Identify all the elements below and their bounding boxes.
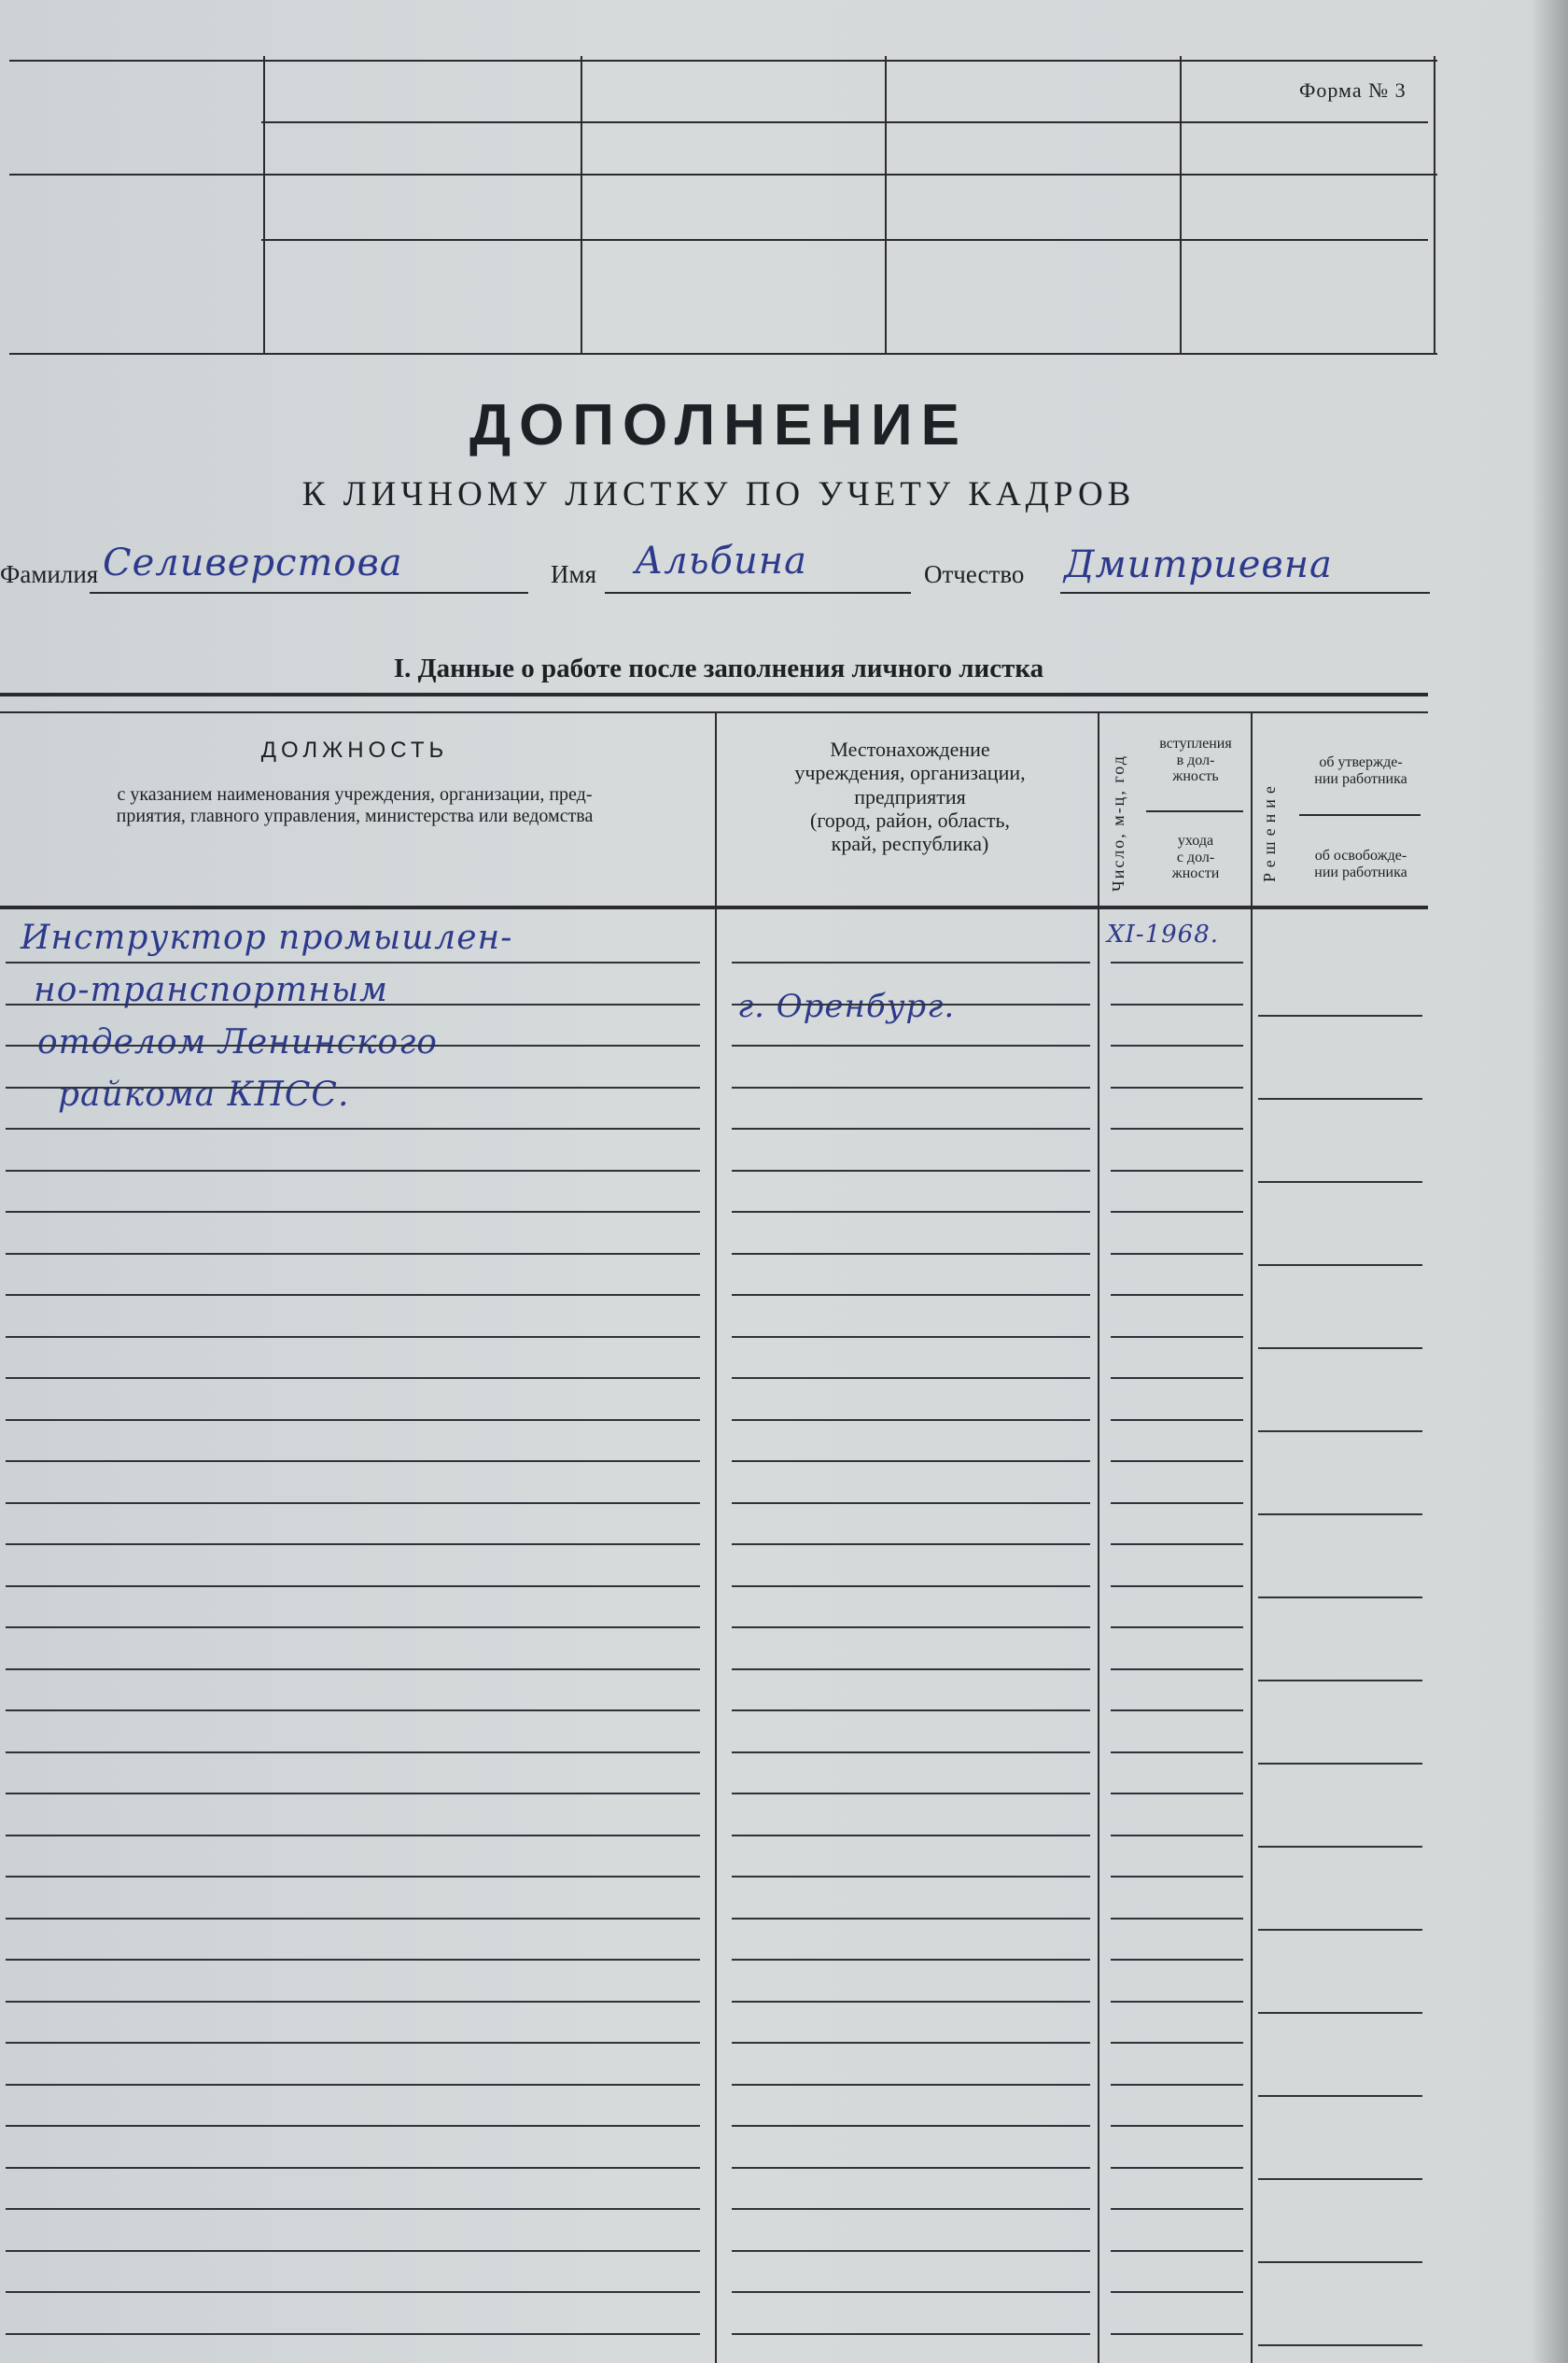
header-approve-line-2: нии работника [1314, 770, 1407, 787]
ruled-line [1111, 2125, 1243, 2127]
ruled-line [732, 1959, 1090, 1961]
top-grid-box [9, 56, 1437, 355]
ruled-line [732, 962, 1090, 963]
header-decision-divider [1299, 814, 1421, 816]
ruled-line [6, 1751, 700, 1753]
ruled-line [1111, 2001, 1243, 2003]
header-entry-line-3: жность [1172, 768, 1219, 785]
ruled-line [732, 1211, 1090, 1213]
ruled-line [1111, 1959, 1243, 1961]
ruled-line [732, 2333, 1090, 2335]
ruled-line [732, 1626, 1090, 1628]
ruled-line [732, 1377, 1090, 1379]
ruled-line [6, 1004, 700, 1006]
ruled-line [6, 1460, 700, 1462]
header-leave-line-2: с дол- [1176, 849, 1215, 865]
header-position-sub-line-1: с указанием наименования учреждения, организации, пред- [117, 784, 593, 805]
header-entry-line-1: вступления [1159, 736, 1232, 752]
ruled-line [1111, 2333, 1243, 2335]
ruled-line [732, 1668, 1090, 1670]
ruled-line-decision [1258, 2178, 1422, 2180]
header-release-line-1: об освобожде- [1314, 848, 1407, 864]
ruled-line-decision [1258, 1763, 1422, 1765]
form-number: Форма № 3 [1299, 78, 1407, 102]
ruled-line [6, 1918, 700, 1920]
ruled-line [6, 2042, 700, 2044]
ruled-line [732, 2125, 1090, 2127]
ruled-line [732, 1045, 1090, 1047]
patronymic-underline [1060, 592, 1430, 594]
ruled-line-decision [1258, 2095, 1422, 2097]
ruled-line [1111, 1211, 1243, 1213]
ruled-line [732, 1918, 1090, 1920]
header-leave-line-3: жности [1171, 865, 1220, 882]
patronymic-label: Отчество [924, 560, 1025, 588]
ruled-line [6, 1294, 700, 1296]
ruled-line-decision [1258, 2261, 1422, 2263]
ruled-line-decision [1258, 1098, 1422, 1100]
ruled-line-decision [1258, 1181, 1422, 1183]
ruled-line [1111, 1045, 1243, 1047]
header-entry [1144, 736, 1247, 785]
ruled-line [1111, 1668, 1243, 1670]
ruled-line [6, 1336, 700, 1338]
header-leave-line-1: ухода [1177, 833, 1214, 849]
ruled-line [6, 1709, 700, 1711]
ruled-line [6, 2208, 700, 2210]
ruled-line [1111, 1502, 1243, 1504]
entry-position-line-3: отделом Ленинского [37, 1023, 438, 1062]
ruled-line [732, 1087, 1090, 1089]
ruled-line [1111, 1585, 1243, 1587]
ruled-line [1111, 2250, 1243, 2252]
ruled-line [1111, 1336, 1243, 1338]
header-decision-vertical: Решение [1260, 781, 1279, 882]
ruled-line-decision [1258, 1513, 1422, 1515]
name-label: Имя [551, 560, 597, 588]
header-location-line-3: предприятия [854, 784, 966, 809]
ruled-line [6, 2291, 700, 2293]
ruled-line [1111, 1835, 1243, 1836]
ruled-line [732, 1460, 1090, 1462]
entry-position-line-1: Инструктор промышлен- [21, 919, 513, 957]
surname-label: Фамилия [0, 560, 99, 588]
ruled-line [1111, 1876, 1243, 1878]
ruled-line [6, 1502, 700, 1504]
header-location [728, 738, 1092, 855]
ruled-line [6, 1419, 700, 1421]
ruled-line [732, 2001, 1090, 2003]
ruled-line [732, 1004, 1090, 1006]
ruled-line [6, 1626, 700, 1628]
table-top-rule-2 [0, 711, 1428, 713]
header-date-divider [1146, 810, 1243, 812]
ruled-line [1111, 1419, 1243, 1421]
ruled-line [732, 2084, 1090, 2086]
ruled-line-decision [1258, 1596, 1422, 1598]
header-position-sub-line-2: приятия, главного управления, министерства или ведомства [116, 806, 594, 826]
ruled-line [6, 2125, 700, 2127]
ruled-line [1111, 2291, 1243, 2293]
ruled-line [1111, 1709, 1243, 1711]
ruled-line [1111, 1751, 1243, 1753]
ruled-line [732, 1128, 1090, 1130]
page-edge-shadow [1531, 0, 1568, 2363]
entry-position-line-2: но-транспортным [34, 971, 388, 1009]
ruled-line [6, 2250, 700, 2252]
ruled-line [1111, 1170, 1243, 1172]
name-underline [605, 592, 911, 594]
header-position-subtitle [0, 784, 709, 827]
ruled-line [6, 2001, 700, 2003]
ruled-line [732, 2167, 1090, 2169]
ruled-line [732, 1835, 1090, 1836]
ruled-line [1111, 1294, 1243, 1296]
ruled-line [6, 1835, 700, 1836]
ruled-line [6, 1253, 700, 1255]
ruled-line [6, 1543, 700, 1545]
ruled-line [6, 2084, 700, 2086]
ruled-line [1111, 962, 1243, 963]
header-location-line-1: Местонахождение [830, 738, 990, 761]
ruled-line-decision [1258, 1846, 1422, 1848]
surname-underline [90, 592, 528, 594]
table-header-bottom-rule [0, 906, 1428, 909]
ruled-line [6, 1585, 700, 1587]
ruled-line [732, 1170, 1090, 1172]
surname-value: Селиверстова [103, 542, 403, 584]
ruled-line [6, 2333, 700, 2335]
header-release [1295, 848, 1426, 880]
header-location-line-2: учреждения, организации, [794, 761, 1026, 785]
ruled-line [732, 1793, 1090, 1794]
ruled-line [732, 1502, 1090, 1504]
col-divider-2 [1098, 711, 1099, 2363]
header-entry-line-2: в дол- [1176, 752, 1215, 768]
ruled-line-decision [1258, 1015, 1422, 1017]
ruled-line [1111, 2167, 1243, 2169]
ruled-line [732, 1336, 1090, 1338]
ruled-line [1111, 2208, 1243, 2210]
header-date-vertical: Число, м-ц, год [1109, 754, 1127, 892]
ruled-line [6, 1211, 700, 1213]
ruled-line [732, 2250, 1090, 2252]
ruled-line [6, 1876, 700, 1878]
ruled-line [6, 1045, 700, 1047]
ruled-line-decision [1258, 1680, 1422, 1681]
ruled-line [732, 1294, 1090, 1296]
document-subtitle: К ЛИЧНОМУ ЛИСТКУ ПО УЧЕТУ КАДРОВ [301, 475, 1136, 513]
ruled-line [1111, 1793, 1243, 1794]
header-release-line-2: нии работника [1314, 864, 1407, 880]
ruled-line-decision [1258, 1347, 1422, 1349]
col-divider-1 [715, 711, 717, 2363]
ruled-line [6, 1087, 700, 1089]
col-divider-3 [1251, 711, 1253, 2363]
ruled-line [1111, 1377, 1243, 1379]
header-leave [1144, 833, 1247, 882]
ruled-line [6, 2167, 700, 2169]
ruled-line [732, 1709, 1090, 1711]
section-title: I. Данные о работе после заполнения личного листка [393, 654, 1044, 683]
header-location-line-5: край, республика) [831, 832, 989, 856]
document-title: ДОПОЛНЕНИЕ [469, 393, 968, 457]
table-top-rule [0, 693, 1428, 696]
ruled-line [732, 2208, 1090, 2210]
header-position-title: ДОЛЖНОСТЬ [260, 738, 449, 763]
header-approve-line-1: об утвержде- [1319, 754, 1403, 770]
ruled-line [1111, 2042, 1243, 2044]
ruled-line [732, 2042, 1090, 2044]
patronymic-value: Дмитриевна [1064, 543, 1333, 586]
ruled-line [732, 1419, 1090, 1421]
ruled-line-decision [1258, 2012, 1422, 2014]
ruled-line [732, 1751, 1090, 1753]
entry-date-start: XI-1968. [1107, 921, 1219, 949]
ruled-line [6, 1170, 700, 1172]
ruled-line [732, 1253, 1090, 1255]
ruled-line [6, 1377, 700, 1379]
entry-position-line-4: райкома КПСС. [58, 1076, 350, 1114]
ruled-line [6, 1668, 700, 1670]
ruled-line [6, 1793, 700, 1794]
ruled-line [1111, 1004, 1243, 1006]
ruled-line [6, 1959, 700, 1961]
entry-location: г. Оренбург. [737, 988, 956, 1025]
ruled-line [1111, 1626, 1243, 1628]
ruled-line [1111, 2084, 1243, 2086]
ruled-line [732, 1543, 1090, 1545]
ruled-line-decision [1258, 1430, 1422, 1432]
ruled-line [732, 2291, 1090, 2293]
name-value: Альбина [635, 540, 807, 583]
ruled-line [1111, 1543, 1243, 1545]
ruled-line [6, 962, 700, 963]
header-approve [1295, 754, 1426, 787]
ruled-line [1111, 1253, 1243, 1255]
ruled-line-decision [1258, 2344, 1422, 2346]
ruled-line [1111, 1460, 1243, 1462]
header-location-line-4: (город, район, область, [810, 808, 1010, 832]
ruled-line [1111, 1918, 1243, 1920]
ruled-line-decision [1258, 1929, 1422, 1931]
ruled-line [1111, 1128, 1243, 1130]
ruled-line-decision [1258, 1264, 1422, 1266]
ruled-line [732, 1876, 1090, 1878]
ruled-line [1111, 1087, 1243, 1089]
ruled-line [6, 1128, 700, 1130]
ruled-line [732, 1585, 1090, 1587]
